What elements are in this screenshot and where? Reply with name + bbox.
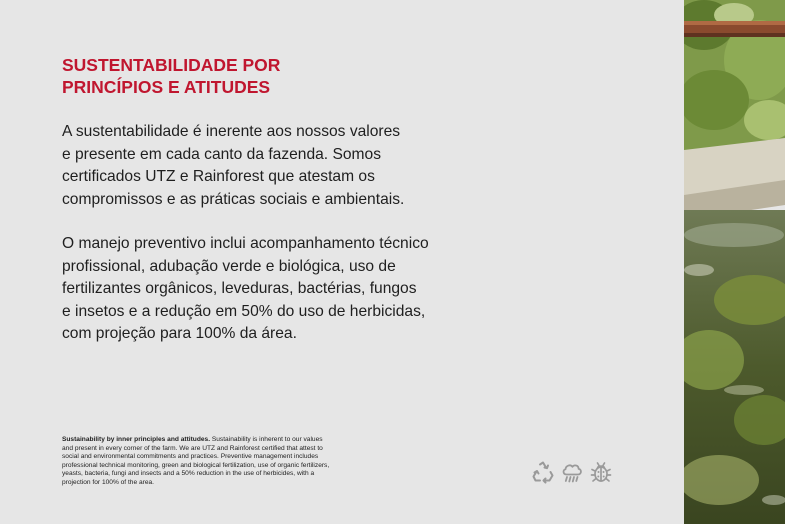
- paragraph-line: compromissos e as práticas sociais e ambientais.: [62, 190, 405, 208]
- footnote-line: projection for 100% of the area.: [62, 478, 155, 486]
- paragraph-line: A sustentabilidade é inerente aos nossos valores: [62, 123, 401, 140]
- footnote-line: social and environmental commitments and practices. Preventive management includes: [62, 453, 319, 461]
- paragraph-line: fertilizantes orgânicos, leveduras, bactérias, fungos: [62, 280, 417, 298]
- ladybug-icon: [589, 460, 613, 484]
- footnote-line: and present in every corner of the farm. We are UTZ and Rainforest certified that attest to: [62, 444, 323, 452]
- paragraph-line: e presente em cada canto da fazenda. Somos: [62, 145, 382, 163]
- english-footnote: [62, 436, 372, 488]
- paragraph-management: [62, 233, 462, 346]
- icon-row: [531, 459, 613, 485]
- footnote-line: professional technical monitoring, green and biological fertilization, use of organic fertilizers,: [62, 461, 330, 469]
- paragraph-line: certificados UTZ e Rainforest que atestam os: [62, 168, 375, 186]
- section-heading: [62, 54, 462, 98]
- paragraph-line: profissional, adubação verde e biológica, uso de: [62, 257, 396, 275]
- footnote-bold-lead: Sustainability by inner principles and attitudes.: [62, 436, 211, 443]
- heading-line-2: PRINCÍPIOS E ATITUDES: [62, 77, 271, 97]
- farm-water-photo: [684, 0, 785, 524]
- paragraph-line: e insetos e a redução em 50% do uso de herbicidas,: [62, 302, 426, 320]
- paragraph-line: com projeção para 100% da área.: [62, 325, 297, 343]
- paragraph-sustainability: [62, 121, 462, 211]
- recycle-icon: [531, 460, 555, 484]
- heading-line-1: SUSTENTABILIDADE POR: [62, 55, 281, 75]
- photo-illustration: [684, 0, 785, 524]
- footnote-line-rest: Sustainability is inherent to our values: [210, 436, 323, 443]
- footnote-line: yeasts, bacteria, fungi and insects and a 50% reduction in the use of herbicides, with a: [62, 470, 315, 478]
- paragraph-line: O manejo preventivo inclui acompanhamento técnico: [62, 235, 429, 252]
- footnote-line: [62, 436, 372, 445]
- rain-cloud-icon: [560, 460, 584, 484]
